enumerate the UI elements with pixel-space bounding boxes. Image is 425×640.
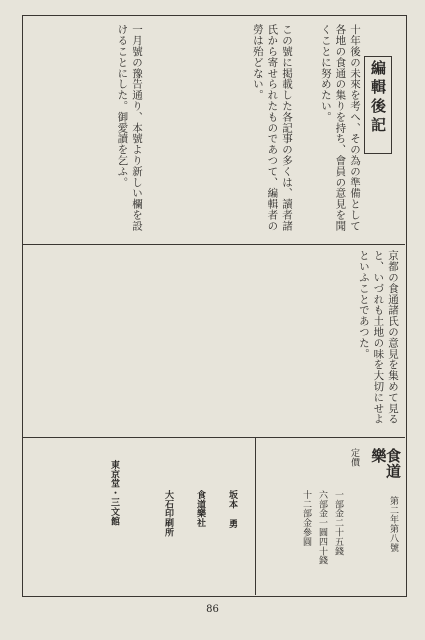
colophon-title: 食道樂 (369, 448, 402, 479)
printer: 大石印刷所 (163, 490, 173, 537)
editorial-text-mid: この號に掲載した各記事の多くは、讀者諸氏から寄せられたものであつて、編輯者の勞は殆どない。 (251, 24, 293, 232)
price-3: 十二部金參圓 (301, 490, 311, 547)
article-middle: 京都の食通諸氏の意見を集めて見ると、いづれも土地の味を大切にせよといふことであつた。 (357, 250, 399, 425)
price-1: 一部金二十五錢 (333, 490, 343, 556)
editorial-text-left: 一月號の豫告通り、本號より新しい欄を設けることにした。御愛讀を乞ふ。 (116, 24, 143, 232)
price-label: 定價 (349, 448, 359, 467)
editorial-text-right: 十年後の未來を考へ、その為の準備として各地の食通の集りを持ち、會員の意見を聞くことに努めたい。 (319, 24, 361, 232)
publisher: 食道樂社 (195, 490, 205, 528)
editorial-heading: 編輯後記 (369, 60, 387, 136)
divider-middle (22, 437, 405, 438)
colophon-divider (255, 437, 256, 595)
colophon-volume: 第二年第八號 (388, 496, 398, 553)
price-2: 六部金一圓四十錢 (317, 490, 327, 566)
distributors: 東京堂・三文館 (109, 460, 119, 526)
editor: 坂本 勇 (227, 490, 237, 529)
page-number: 86 (206, 604, 219, 615)
divider-upper (22, 244, 405, 245)
